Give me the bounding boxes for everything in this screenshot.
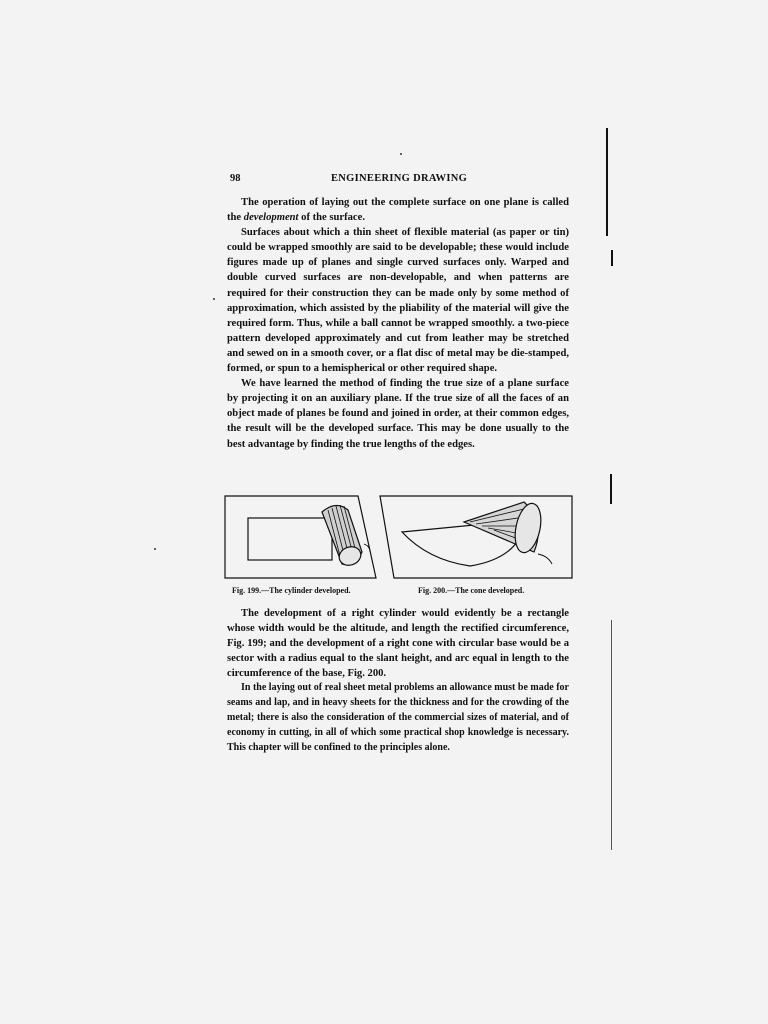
emphasized-term: development [243,212,299,224]
paragraph: Surfaces about which a thin sheet of flexible material (as paper or tin) could be wrapped smoothly are said to be developable; these would include figures made up of planes and single curved surfaces only. Warped and double curved surfaces are non-developable, and when patterns are required for their construction they can be made only by some method of approximation, which assisted by the pliability of the material will give the required form. Thus, while a ball cannot be wrapped smoothly. a two-piece pattern developed approximately and cut from leather may be stretched and sewed on in a smooth cover, or a flat disc of metal may be die-stamped, formed, or spun to a hemispherical or other required shape. [227,227,569,375]
paragraph-text: The operation of laying out the complete surface on one plane is called the [227,197,569,224]
scan-speck [213,298,215,300]
paragraph: In the laying out of real sheet metal problems an allowance must be made for seams and lap, and in heavy sheets for the thickness and for the crowding of the metal; there is also the consideration of the commercial sizes of material, and of economy in cutting, in all of which some practical shop knowledge is necessary. This chapter will be confined to the principles alone. [227,682,569,754]
scan-edge-mark [611,250,613,266]
figures-199-200 [224,494,574,580]
paragraph [227,195,569,225]
scan-edge-mark [610,474,612,504]
running-head-title: ENGINEERING DRAWING [331,173,468,184]
scan-speck [154,548,156,550]
body-text-top [227,195,569,452]
scan-edge-mark [606,128,608,236]
paragraph: We have learned the method of finding the true size of a plane surface by projecting it on an auxiliary plane. If the true size of all the faces of an object made of planes be found and joined in order, at their common edges, the result will be the developed surface. This may be done usually to the best advantage by finding the true lengths of the edges. [227,378,569,450]
fig200-cone-development [380,496,572,578]
paragraph: The development of a right cylinder would evidently be a rectangle whose width would be the altitude, and length the rectified circumference, Fig. 199; and the development of a right cone with circular base would be a sector with a radius equal to the slant height, and arc equal in length to the circumference of the base, Fig. 200. [227,608,569,680]
fig200-caption: Fig. 200.—The cone developed. [418,586,525,595]
fig199-caption: Fig. 199.—The cylinder developed. [232,586,351,595]
fig199-cylinder-development [225,496,376,578]
page-number: 98 [230,173,241,184]
paragraph-text: of the surface. [298,212,365,224]
body-text-bottom [227,606,569,756]
scan-edge-mark [611,620,612,850]
running-header [230,173,590,187]
scan-speck [400,153,402,155]
